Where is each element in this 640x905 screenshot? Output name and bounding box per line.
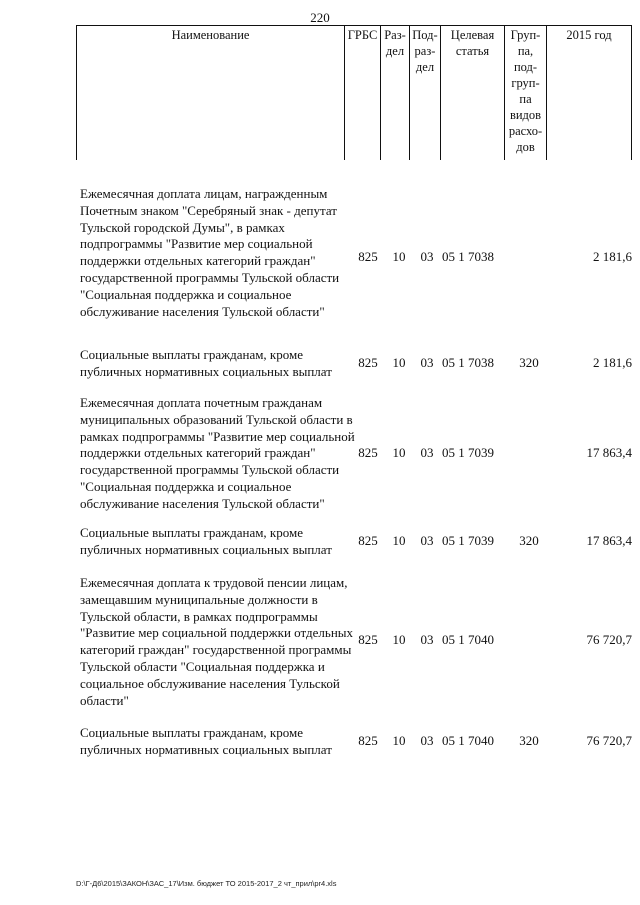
row-grbs: 825	[358, 355, 378, 370]
row-amount: 2 181,6	[593, 355, 632, 370]
row-name: Ежемесячная доплата лицам, награжденным Почетным знаком "Серебряный знак - депутат Тульской городской Думы", в рамках подпрограммы "Развитие мер социальной поддержки отдельных категорий граждан" государственной программы Тульской области "Социальная поддержка и социальное обслуживание населения Тульской области"	[80, 186, 340, 319]
table-row	[76, 347, 632, 387]
row-razdel: 10	[392, 632, 406, 647]
row-amount: 76 720,7	[586, 733, 632, 748]
header-podrazdel: Под- раз- дел	[409, 25, 440, 160]
header-celevaya: Целевая статья	[440, 25, 504, 160]
header-year: 2015 год	[546, 25, 632, 160]
row-name: Ежемесячная доплата почетным гражданам муниципальных образований Тульской области в рамках подпрограммы "Развитие мер социальной поддержки отдельных категорий граждан" государственной программы Тульской области "Социальная поддержка и социальное обслуживание населения Тульской области"	[80, 395, 355, 511]
row-celevaya: 05 1 7039	[442, 445, 494, 460]
header-grbs: ГРБС	[344, 25, 380, 160]
row-vid: 320	[519, 355, 539, 370]
row-podrazdel: 03	[420, 632, 434, 647]
row-name: Социальные выплаты гражданам, кроме публичных нормативных социальных выплат	[80, 525, 332, 557]
row-razdel: 10	[392, 355, 406, 370]
row-celevaya: 05 1 7038	[442, 355, 494, 370]
row-name: Ежемесячная доплата к трудовой пенсии лицам, замещавшим муниципальные должности в Тульской области, в рамках подпрограммы "Развитие мер социальной поддержки отдельных категорий граждан" государственной программы Тульской области "Социальная поддержка и социальное обслуживание населения Тульской области"	[80, 575, 354, 708]
row-vid: 320	[519, 733, 539, 748]
header-gruppa: Груп- па, под- груп- па видов расхо- дов	[504, 25, 546, 160]
file-path-footer: D:\Г-Д6\2015\ЗАКОН\ЗАС_17\Изм. бюджет ТО 2015-2017_2 чт_прил\pr4.xls	[76, 879, 337, 888]
row-razdel: 10	[392, 445, 406, 460]
row-name: Социальные выплаты гражданам, кроме публичных нормативных социальных выплат	[80, 347, 332, 379]
row-podrazdel: 03	[420, 445, 434, 460]
row-celevaya: 05 1 7040	[442, 632, 494, 647]
row-grbs: 825	[358, 445, 378, 460]
page-number: 220	[310, 10, 330, 25]
row-razdel: 10	[392, 733, 406, 748]
row-podrazdel: 03	[420, 533, 434, 548]
row-name: Социальные выплаты гражданам, кроме публичных нормативных социальных выплат	[80, 725, 332, 757]
row-podrazdel: 03	[420, 355, 434, 370]
table-row	[76, 575, 632, 707]
row-amount: 17 863,4	[586, 533, 632, 548]
header-razdel: Раз- дел	[380, 25, 409, 160]
row-amount: 76 720,7	[586, 632, 632, 647]
table-row	[76, 725, 632, 765]
row-grbs: 825	[358, 632, 378, 647]
row-grbs: 825	[358, 533, 378, 548]
row-celevaya: 05 1 7038	[442, 249, 494, 264]
header-name: Наименование	[76, 25, 344, 160]
table-row	[76, 395, 632, 515]
row-razdel: 10	[392, 533, 406, 548]
row-amount: 17 863,4	[586, 445, 632, 460]
row-podrazdel: 03	[420, 733, 434, 748]
table-row	[76, 525, 632, 565]
table-row	[76, 186, 632, 328]
row-podrazdel: 03	[420, 249, 434, 264]
row-razdel: 10	[392, 249, 406, 264]
row-celevaya: 05 1 7039	[442, 533, 494, 548]
row-vid: 320	[519, 533, 539, 548]
row-celevaya: 05 1 7040	[442, 733, 494, 748]
row-grbs: 825	[358, 733, 378, 748]
row-grbs: 825	[358, 249, 378, 264]
row-amount: 2 181,6	[593, 249, 632, 264]
